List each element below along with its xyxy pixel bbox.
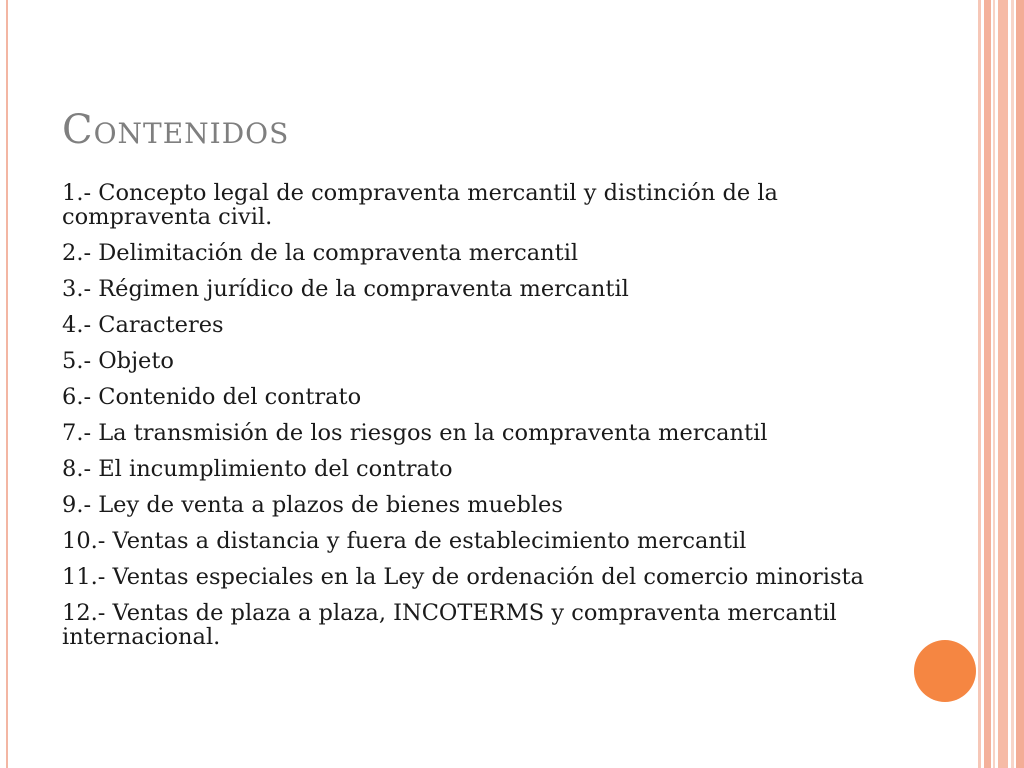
list-item: 12.- Ventas de plaza a plaza, INCOTERMS y compraventa mercantil internacional. [62,600,837,650]
contents-list [62,181,922,661]
right-decorative-stripe [1011,0,1014,768]
right-decorative-stripe [1016,0,1024,768]
orange-circle-decoration [914,640,976,702]
list-item: 2.- Delimitación de la compraventa mercantil [62,240,579,266]
slide-title: Contenidos [62,107,290,153]
list-item: 8.- El incumplimiento del contrato [62,456,453,482]
list-item: 3.- Régimen jurídico de la compraventa mercantil [62,276,629,302]
list-item: 5.- Objeto [62,348,174,374]
list-item: 9.- Ley de venta a plazos de bienes muebles [62,492,563,518]
right-decorative-stripe [984,0,991,768]
list-item: 10.- Ventas a distancia y fuera de establecimiento mercantil [62,528,747,554]
list-item: 1.- Concepto legal de compraventa mercantil y distinción de la compraventa civil. [62,180,778,230]
right-decorative-stripe [993,0,995,768]
list-item: 7.- La transmisión de los riesgos en la compraventa mercantil [62,420,768,446]
right-decorative-stripe [978,0,981,768]
left-frame-line [6,0,8,768]
list-item: 4.- Caracteres [62,312,224,338]
list-item: 6.- Contenido del contrato [62,384,362,410]
right-decorative-stripe [998,0,1008,768]
list-item: 11.- Ventas especiales en la Ley de ordenación del comercio minorista [62,564,864,590]
